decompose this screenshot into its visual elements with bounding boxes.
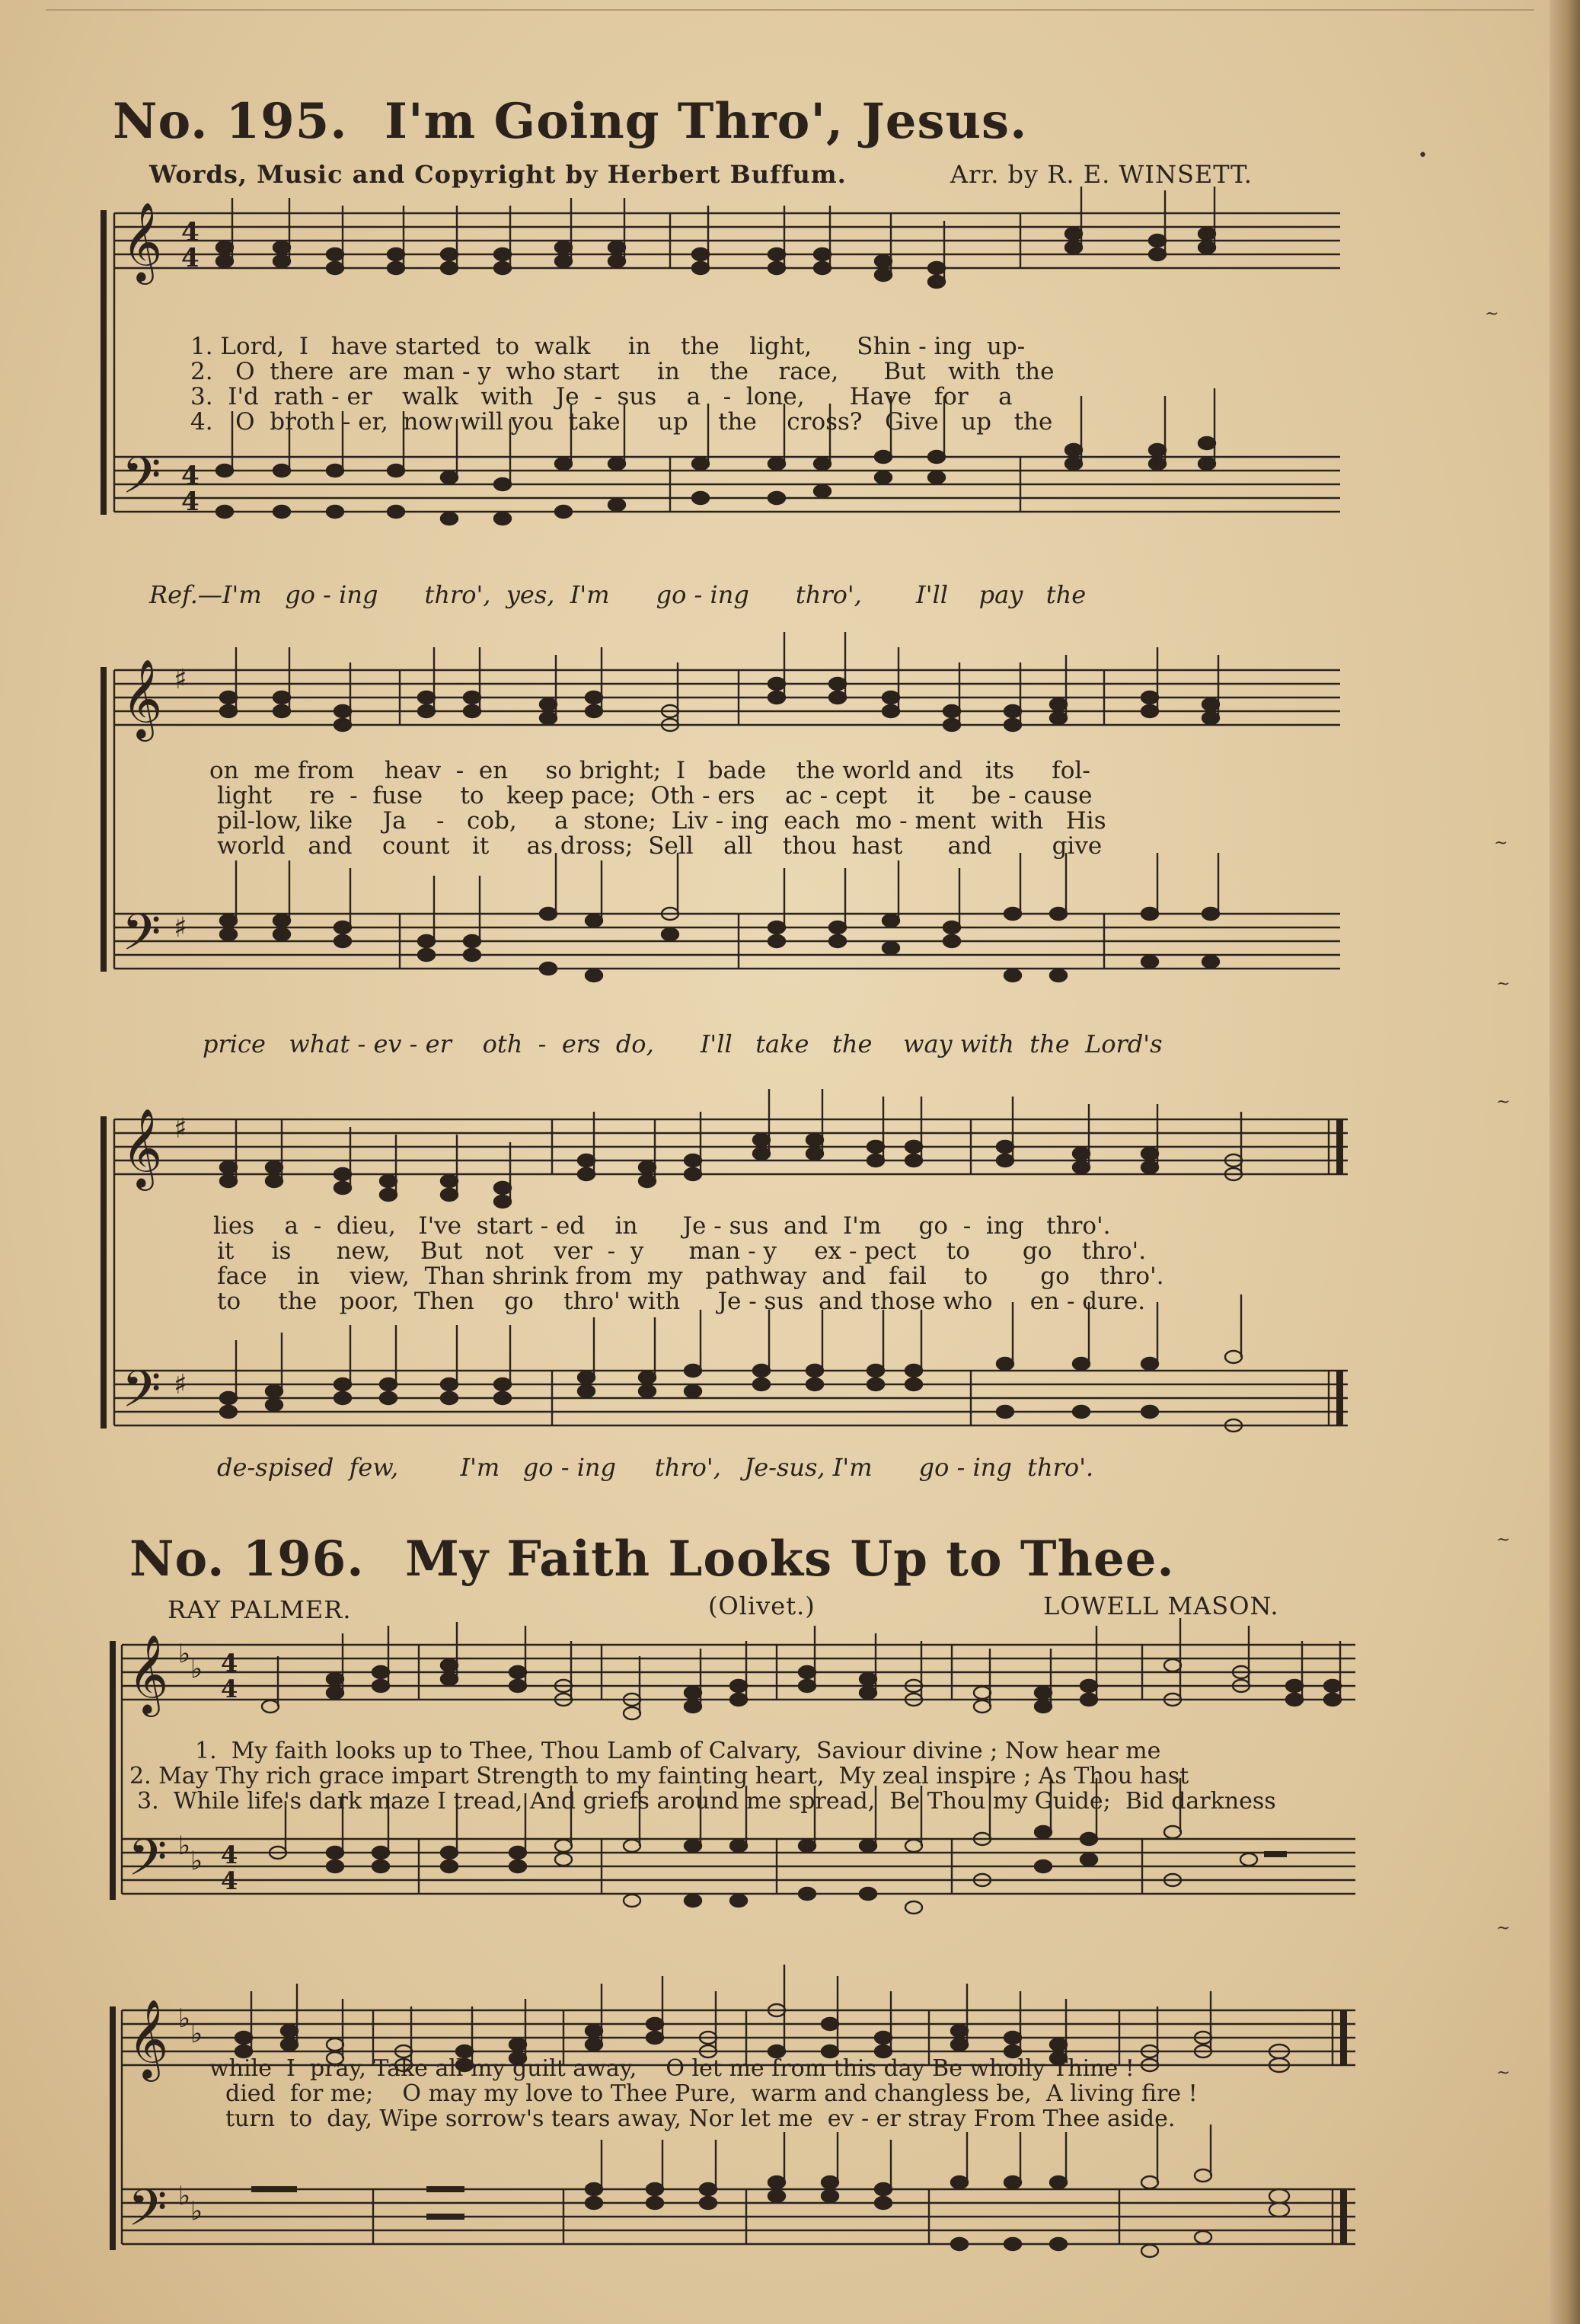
svg-text:𝄢: 𝄢: [122, 446, 161, 517]
hymn-195-s1-verse-2: 2. O there are man - y who start in the race, But with the: [190, 358, 1055, 385]
margin-mark: ~: [1496, 1093, 1511, 1112]
svg-text:𝄞: 𝄞: [128, 1634, 169, 1714]
svg-text:♭: ♭: [178, 1639, 191, 1669]
svg-text:4: 4: [221, 1840, 238, 1869]
hymn-195-title: I'm Going Thro', Jesus.: [385, 93, 1028, 150]
svg-text:4: 4: [181, 461, 199, 491]
margin-dot: •: [1418, 146, 1428, 165]
hymn-195-number: No. 195.: [113, 93, 348, 150]
hymn-195-s3-refrain: de-spised few, I'm go - ing thro', Je-sus, I'm go - ing thro'.: [217, 1453, 1094, 1482]
hymn-196-s1-verse-1: 1. My faith looks up to Thee, Thou Lamb of Calvary, Saviour divine ; Now hear me: [195, 1738, 1161, 1764]
hymn-195-s3-verse-3: face in view, Than shrink from my pathway and fail to go thro'.: [217, 1263, 1164, 1290]
hymn-195-s3-verse-1: lies a - dieu, I've start - ed in Je - sus and I'm go - ing thro'.: [213, 1212, 1111, 1240]
svg-text:𝄞: 𝄞: [128, 1999, 169, 2079]
margin-mark: ~: [1494, 834, 1508, 853]
svg-text:♯: ♯: [174, 912, 187, 943]
top-rule: [46, 9, 1534, 11]
margin-mark: ~: [1496, 1919, 1511, 1938]
margin-mark: ~: [1485, 305, 1499, 324]
hymn-195-s3-verse-2: it is new, But not ver - y man - y ex - pect to go thro'.: [217, 1237, 1147, 1265]
hymn-196-s2-verse-1: while I pray, Take all my guilt away, O let me from this day Be wholly Thine !: [209, 2055, 1135, 2082]
hymn-195-s1-refrain: Ref.—I'm go - ing thro', yes, I'm go - ing thro', I'll pay the: [149, 580, 1087, 609]
hymn-196-composer: LOWELL MASON.: [1043, 1591, 1279, 1620]
svg-text:♭: ♭: [178, 2003, 191, 2034]
hymn-195-s2-refrain: price what - ev - er oth - ers do, I'll take the way with the Lord's: [203, 1030, 1163, 1058]
svg-text:♭: ♭: [190, 2196, 203, 2227]
hymn-196-number: No. 196.: [129, 1531, 365, 1588]
hymn-196-tune: (Olivet.): [708, 1591, 816, 1620]
svg-text:♭: ♭: [190, 2019, 203, 2049]
svg-text:♭: ♭: [190, 1846, 203, 1876]
svg-text:♭: ♭: [190, 1654, 203, 1684]
svg-text:♯: ♯: [174, 664, 187, 695]
svg-text:4: 4: [181, 217, 199, 247]
svg-text:𝄞: 𝄞: [122, 1108, 163, 1188]
hymn-196-s2-verse-3: turn to day, Wipe sorrow's tears away, Nor let me ev - er stray From Thee aside.: [225, 2105, 1176, 2132]
svg-text:♭: ♭: [178, 2181, 191, 2211]
svg-text:♯: ♯: [174, 1113, 187, 1144]
hymn-195-s3-verse-4: to the poor, Then go thro' with Je - sus and those who en - dure.: [217, 1288, 1146, 1315]
svg-text:𝄞: 𝄞: [122, 659, 163, 739]
svg-text:𝄢: 𝄢: [128, 1828, 168, 1899]
hymn-195-s2-verse-3: pil-low, like Ja - cob, a stone; Liv - ing each mo - ment with His: [217, 807, 1106, 835]
svg-text:𝄢: 𝄢: [128, 2179, 168, 2249]
hymn-196-title: My Faith Looks Up to Thee.: [405, 1531, 1175, 1588]
book-spine-edge: [1550, 0, 1580, 2324]
hymn-195-credit: Words, Music and Copyright by Herbert Buffum.: [149, 160, 847, 189]
svg-text:4: 4: [221, 1866, 238, 1895]
margin-mark: ~: [1496, 2064, 1511, 2083]
margin-mark: ~: [1496, 975, 1511, 994]
hymn-195-s1-verse-3: 3. I'd rath - er walk with Je - sus a - lone, Have for a: [190, 383, 1013, 410]
hymn-195-s2-verse-4: world and count it as dross; Sell all thou hast and give: [217, 832, 1103, 860]
svg-text:𝄞: 𝄞: [122, 202, 163, 282]
hymn-195-s1-verse-1: 1. Lord, I have started to walk in the light, Shin - ing up-: [190, 333, 1026, 360]
hymn-196-s2-verse-2: died for me; O may my love to Thee Pure, warm and changless be, A living fire !: [225, 2080, 1198, 2107]
svg-text:4: 4: [221, 1649, 238, 1678]
svg-text:♯: ♯: [174, 1369, 187, 1400]
hymn-195-s2-verse-2: light re - fuse to keep pace; Oth - ers ac - cept it be - cause: [217, 782, 1093, 809]
hymn-195-s1-verse-4: 4. O broth - er, now will you take up the cross? Give up the: [190, 408, 1053, 436]
svg-text:♭: ♭: [178, 1831, 191, 1861]
svg-text:4: 4: [221, 1674, 238, 1703]
svg-text:4: 4: [181, 487, 199, 517]
svg-text:4: 4: [181, 243, 199, 273]
hymn-196-author: RAY PALMER.: [168, 1595, 352, 1624]
svg-text:𝄢: 𝄢: [122, 1360, 161, 1431]
svg-text:𝄢: 𝄢: [122, 903, 161, 974]
hymn-195-arranger: Arr. by R. E. WINSETT.: [950, 160, 1253, 189]
hymn-196-s1-verse-3: 3. While life's dark maze I tread, And griefs around me spread, Be Thou my Guide; Bid darkness: [137, 1788, 1276, 1815]
hymn-196-s1-verse-2: 2. May Thy rich grace impart Strength to my fainting heart, My zeal inspire ; As Thou hast: [129, 1763, 1189, 1789]
hymn-195-s2-verse-1: on me from heav - en so bright; I bade the world and its fol-: [209, 757, 1090, 784]
margin-mark: ~: [1496, 1531, 1511, 1550]
